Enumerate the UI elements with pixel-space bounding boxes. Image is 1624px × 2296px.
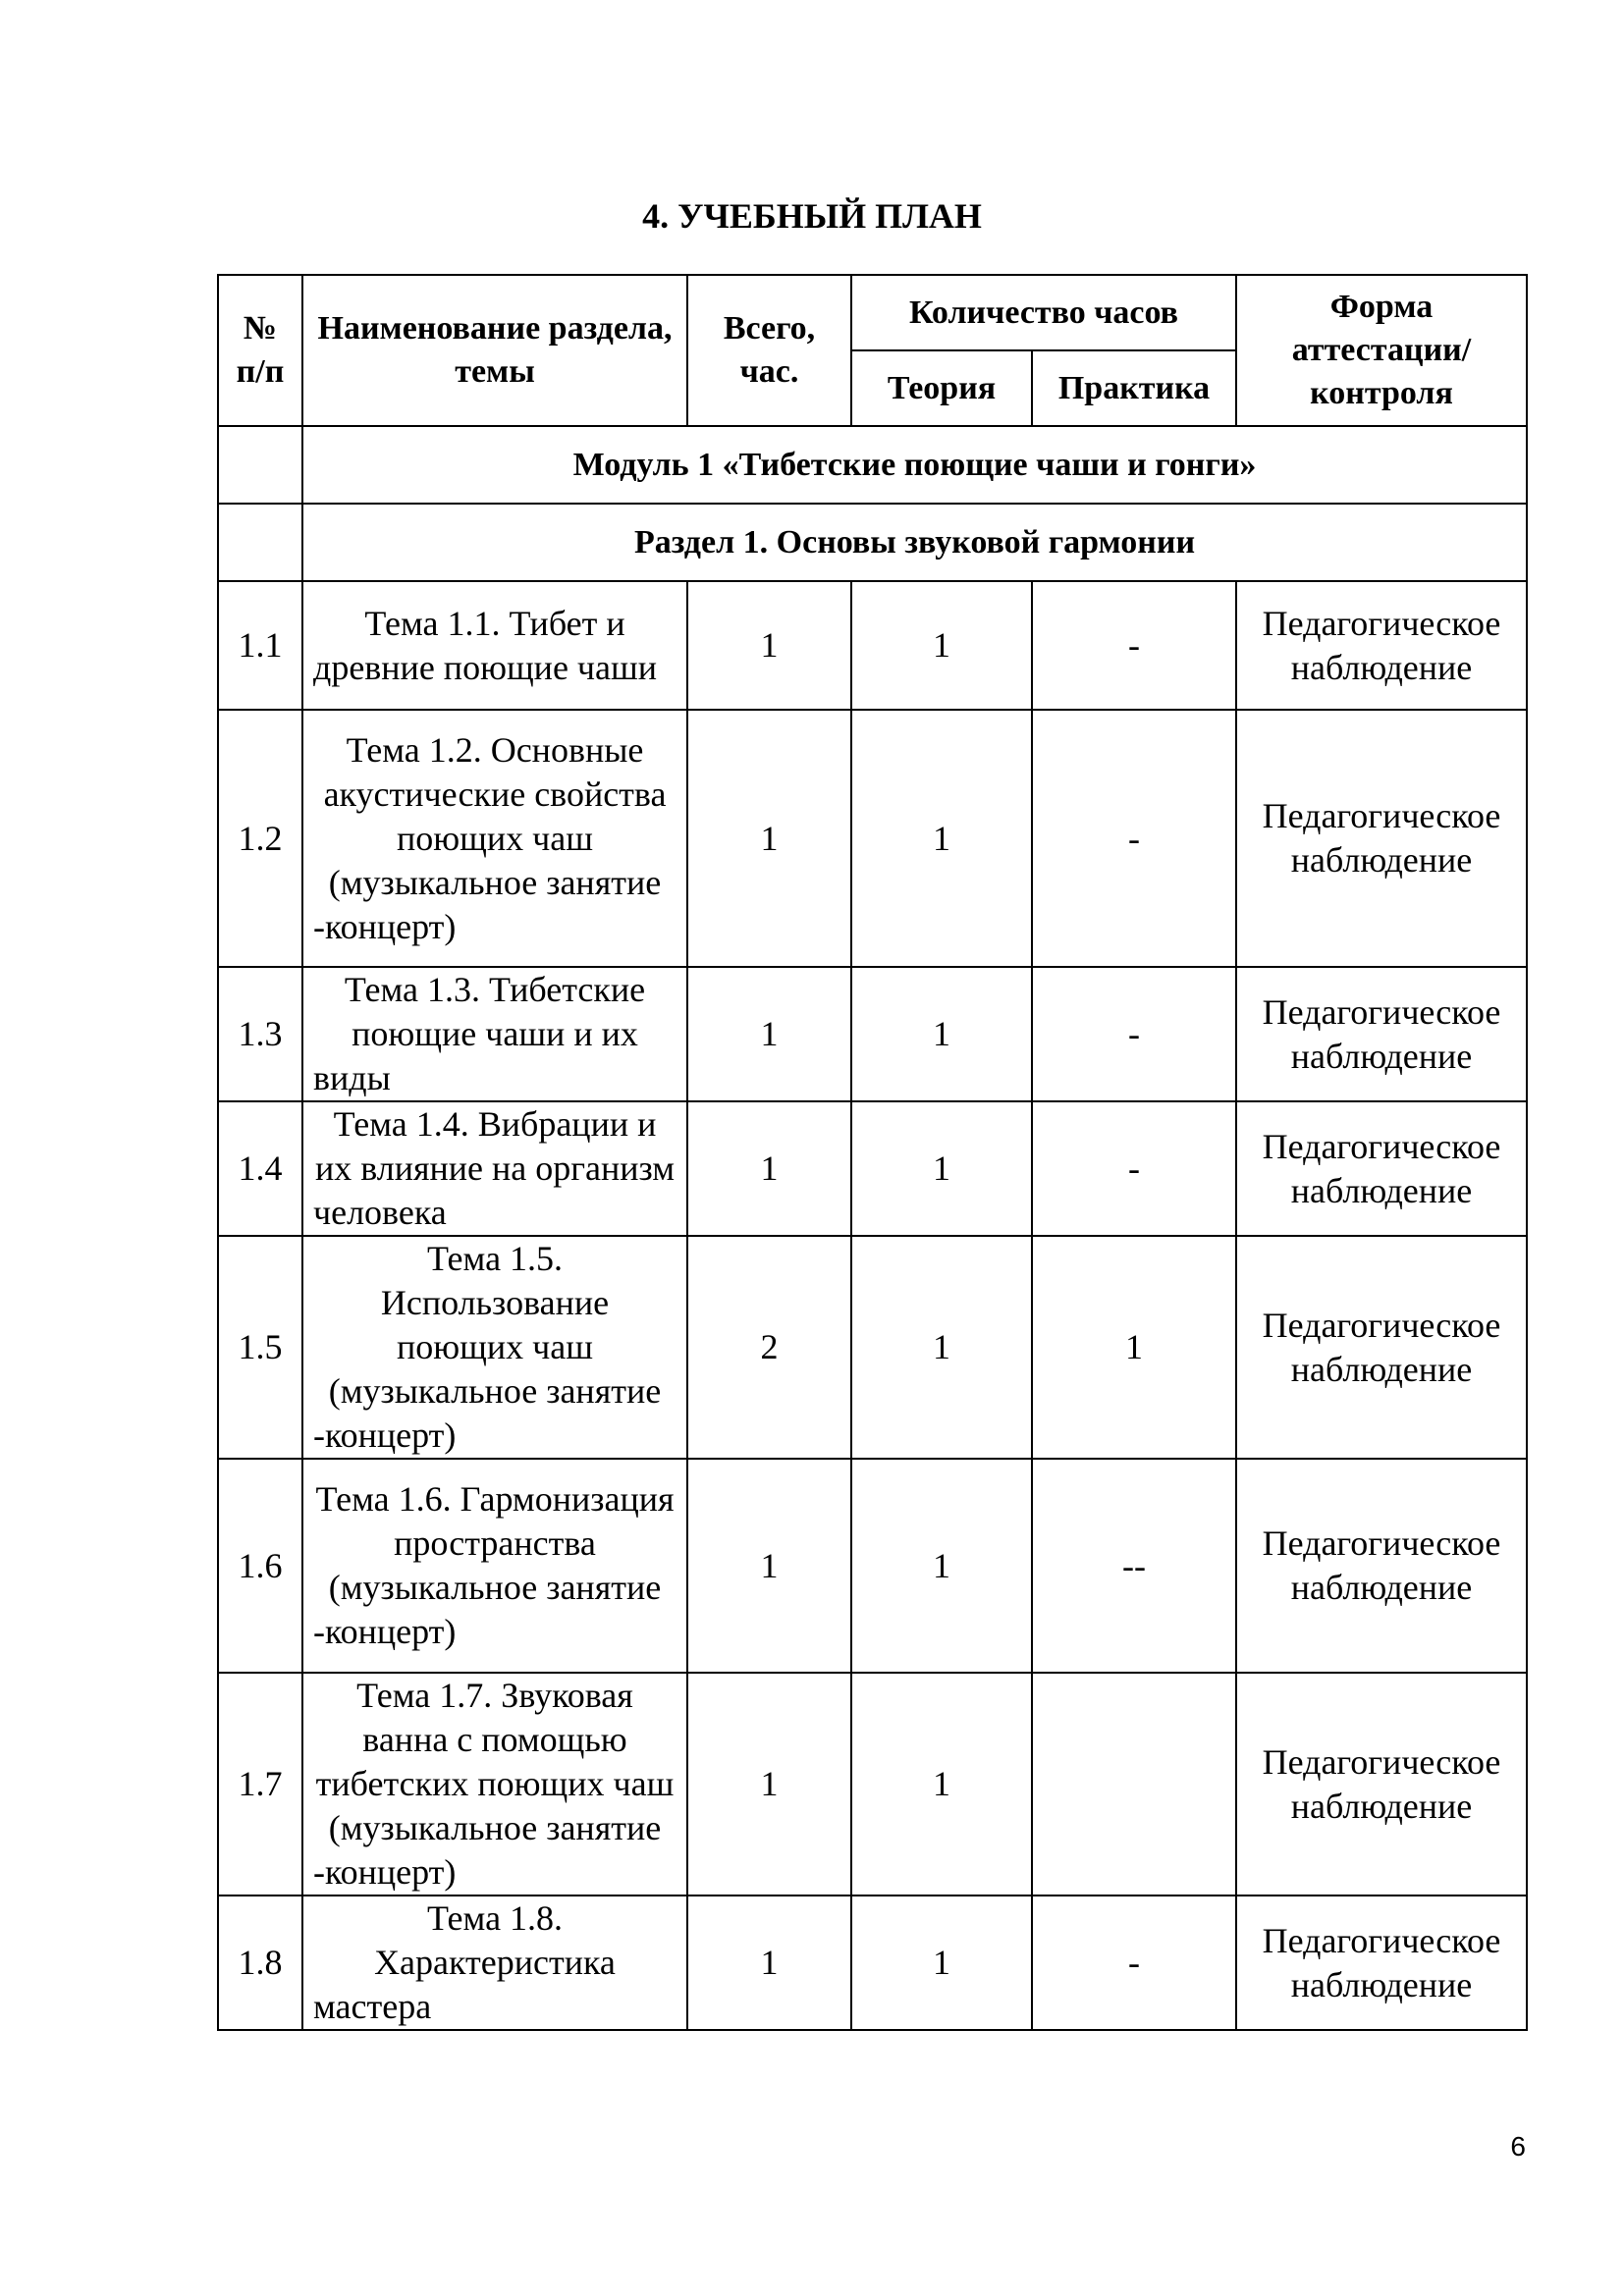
row-total: 1 bbox=[687, 1896, 851, 2030]
row-practice bbox=[1032, 1673, 1236, 1896]
row-topic: Тема 1.8. Характеристика мастера bbox=[302, 1896, 687, 2030]
header-theory: Теория bbox=[851, 350, 1032, 426]
row-form: Педагогическое наблюдение bbox=[1236, 1459, 1527, 1673]
row-topic: Тема 1.5. Использование поющих чаш (музыкальное занятие -концерт) bbox=[302, 1236, 687, 1459]
header-num: № п/п bbox=[218, 275, 302, 426]
section-row bbox=[218, 504, 1527, 581]
table-row bbox=[218, 1673, 1527, 1896]
row-practice: - bbox=[1032, 967, 1236, 1101]
row-topic: Тема 1.2. Основные акустические свойства поющих чаш (музыкальное занятие -концерт) bbox=[302, 710, 687, 967]
row-theory: 1 bbox=[851, 967, 1032, 1101]
table-row bbox=[218, 1236, 1527, 1459]
row-practice: - bbox=[1032, 581, 1236, 710]
table-row bbox=[218, 710, 1527, 967]
section-empty-cell bbox=[218, 504, 302, 581]
row-practice: - bbox=[1032, 710, 1236, 967]
header-hours: Количество часов bbox=[851, 275, 1236, 350]
row-total: 1 bbox=[687, 710, 851, 967]
table-row bbox=[218, 581, 1527, 710]
row-practice: - bbox=[1032, 1101, 1236, 1236]
row-form: Педагогическое наблюдение bbox=[1236, 581, 1527, 710]
page-number: 6 bbox=[1510, 2131, 1526, 2162]
row-num: 1.6 bbox=[218, 1459, 302, 1673]
row-total: 2 bbox=[687, 1236, 851, 1459]
row-num: 1.8 bbox=[218, 1896, 302, 2030]
row-num: 1.4 bbox=[218, 1101, 302, 1236]
table-row bbox=[218, 967, 1527, 1101]
row-practice: -- bbox=[1032, 1459, 1236, 1673]
row-theory: 1 bbox=[851, 1896, 1032, 2030]
row-topic: Тема 1.3. Тибетские поющие чаши и их виды bbox=[302, 967, 687, 1101]
row-theory: 1 bbox=[851, 1101, 1032, 1236]
header-practice: Практика bbox=[1032, 350, 1236, 426]
row-num: 1.1 bbox=[218, 581, 302, 710]
module-empty-cell bbox=[218, 426, 302, 504]
row-topic: Тема 1.4. Вибрации и их влияние на организм человека bbox=[302, 1101, 687, 1236]
row-total: 1 bbox=[687, 967, 851, 1101]
table-header-row bbox=[218, 275, 1527, 350]
row-practice: - bbox=[1032, 1896, 1236, 2030]
row-topic: Тема 1.1. Тибет и древние поющие чаши bbox=[302, 581, 687, 710]
row-theory: 1 bbox=[851, 710, 1032, 967]
module-row bbox=[218, 426, 1527, 504]
section-title: Раздел 1. Основы звуковой гармонии bbox=[302, 504, 1527, 581]
row-topic: Тема 1.7. Звуковая ванна с помощью тибетских поющих чаш (музыкальное занятие -концерт) bbox=[302, 1673, 687, 1896]
table-row bbox=[218, 1459, 1527, 1673]
row-topic: Тема 1.6. Гармонизация пространства (музыкальное занятие -концерт) bbox=[302, 1459, 687, 1673]
header-name: Наименование раздела, темы bbox=[302, 275, 687, 426]
table-row bbox=[218, 1101, 1527, 1236]
row-num: 1.5 bbox=[218, 1236, 302, 1459]
row-form: Педагогическое наблюдение bbox=[1236, 710, 1527, 967]
row-theory: 1 bbox=[851, 1673, 1032, 1896]
header-form: Форма аттестации/ контроля bbox=[1236, 275, 1527, 426]
row-form: Педагогическое наблюдение bbox=[1236, 967, 1527, 1101]
page-title: 4. УЧЕБНЫЙ ПЛАН bbox=[642, 196, 982, 236]
row-total: 1 bbox=[687, 581, 851, 710]
row-num: 1.2 bbox=[218, 710, 302, 967]
row-theory: 1 bbox=[851, 1236, 1032, 1459]
row-theory: 1 bbox=[851, 581, 1032, 710]
row-total: 1 bbox=[687, 1101, 851, 1236]
row-form: Педагогическое наблюдение bbox=[1236, 1236, 1527, 1459]
header-total: Всего, час. bbox=[687, 275, 851, 426]
row-practice: 1 bbox=[1032, 1236, 1236, 1459]
row-total: 1 bbox=[687, 1673, 851, 1896]
row-form: Педагогическое наблюдение bbox=[1236, 1101, 1527, 1236]
row-num: 1.7 bbox=[218, 1673, 302, 1896]
module-title: Модуль 1 «Тибетские поющие чаши и гонги» bbox=[302, 426, 1527, 504]
row-form: Педагогическое наблюдение bbox=[1236, 1896, 1527, 2030]
row-total: 1 bbox=[687, 1459, 851, 1673]
row-form: Педагогическое наблюдение bbox=[1236, 1673, 1527, 1896]
curriculum-table bbox=[217, 274, 1528, 2031]
row-num: 1.3 bbox=[218, 967, 302, 1101]
table-row bbox=[218, 1896, 1527, 2030]
row-theory: 1 bbox=[851, 1459, 1032, 1673]
